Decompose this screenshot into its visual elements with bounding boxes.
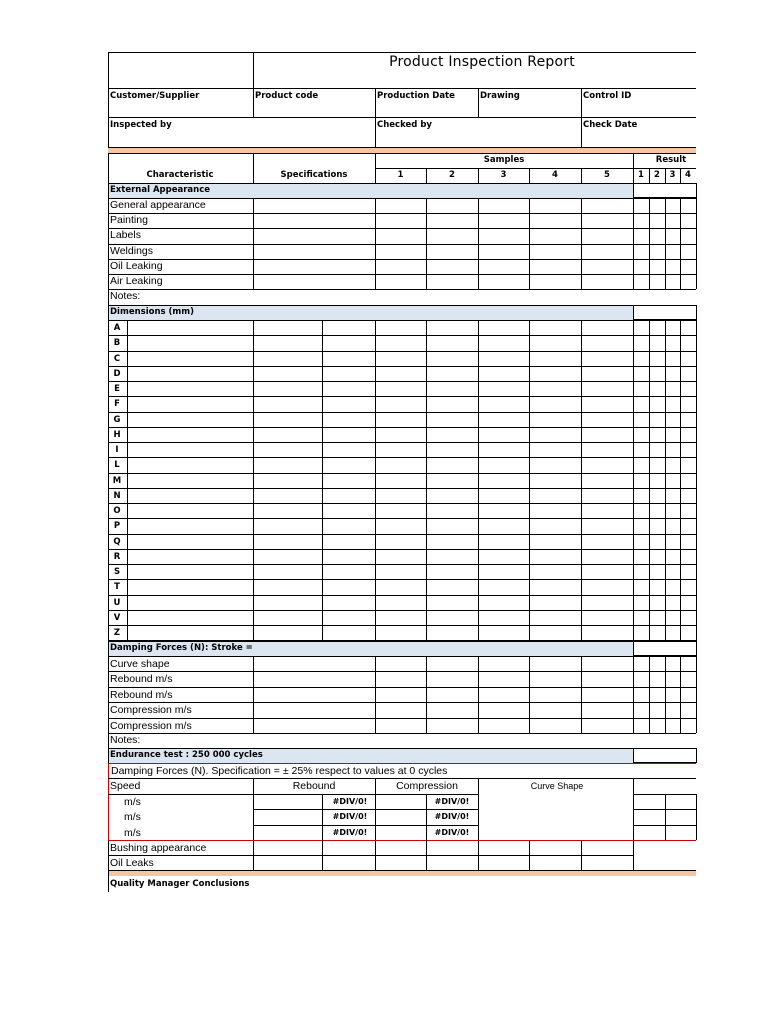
product-code-label: Product code	[255, 91, 319, 101]
grid-line	[108, 595, 696, 596]
grid-line	[665, 320, 666, 641]
grid-line	[649, 656, 650, 733]
compression-div-error-0: #DIV/0!	[434, 797, 470, 806]
grid-line	[108, 228, 696, 229]
grid-line	[633, 183, 634, 198]
grid-line	[108, 733, 696, 734]
dimension-letter-T: T	[114, 582, 120, 593]
grid-line	[108, 457, 696, 458]
grid-line	[253, 809, 478, 810]
grid-line	[108, 702, 696, 703]
grid-line	[633, 840, 634, 870]
external-notes: Notes:	[110, 290, 141, 303]
external-item-2: Labels	[110, 229, 141, 242]
sample-number-2: 2	[449, 170, 455, 180]
grid-line	[665, 794, 666, 840]
compression-div-error-2: #DIV/0!	[434, 827, 470, 837]
grid-line	[529, 320, 530, 641]
dimensions-heading: Dimensions (mm)	[110, 307, 195, 317]
dimension-letter-P: P	[113, 521, 121, 532]
rebound-div-error-0: #DIV/0!	[332, 797, 368, 806]
dimension-letter-S: S	[113, 567, 121, 577]
grid-line	[108, 351, 696, 352]
grid-line	[478, 656, 479, 733]
grid-line	[108, 534, 696, 535]
grid-line	[108, 412, 696, 413]
dimension-letter-V: V	[113, 612, 121, 623]
grid-line	[108, 610, 696, 611]
grid-line	[581, 840, 582, 870]
grid-line	[478, 88, 479, 117]
grid-line	[426, 656, 427, 733]
grid-line	[108, 855, 633, 856]
grid-line	[649, 320, 650, 641]
grid-line	[322, 320, 323, 641]
curve-shape-label: Curve Shape	[530, 781, 584, 791]
grid-line	[680, 198, 681, 289]
grid-line	[478, 778, 479, 870]
grid-line	[478, 168, 479, 183]
oil-leaks-label: Oil Leaks	[110, 857, 154, 869]
samples-header: Samples	[483, 155, 525, 165]
grid-line	[108, 289, 696, 290]
external-item-5: Air Leaking	[110, 275, 163, 287]
sample-number-4: 4	[552, 170, 558, 180]
grid-line	[108, 427, 696, 428]
rebound-label: Rebound	[292, 780, 336, 792]
dimension-letter-U: U	[113, 597, 121, 608]
grid-line	[108, 335, 696, 336]
grid-line	[108, 305, 696, 306]
grid-line	[108, 840, 696, 841]
grid-line	[581, 168, 582, 183]
grid-line	[696, 748, 697, 763]
grid-line	[108, 52, 696, 53]
characteristic-header: Characteristic	[146, 170, 214, 180]
grid-line	[108, 488, 696, 489]
grid-line	[633, 153, 634, 183]
grid-line	[529, 168, 530, 183]
grid-line	[108, 641, 696, 642]
grid-line	[108, 763, 696, 764]
dimension-letter-A: A	[113, 323, 121, 333]
grid-line	[108, 213, 696, 214]
speed-unit-1: m/s	[124, 811, 141, 824]
external-item-4: Oil Leaking	[110, 259, 163, 272]
grid-line	[108, 763, 109, 840]
inspected-by-label: Inspected by	[110, 120, 172, 130]
grid-line	[322, 840, 323, 870]
grid-line	[426, 168, 427, 183]
grid-line	[108, 656, 696, 657]
external-item-3: Weldings	[110, 244, 153, 257]
dimension-letter-F: F	[114, 399, 120, 410]
report-title: Product Inspection Report	[389, 54, 575, 70]
dimension-letter-G: G	[113, 414, 121, 425]
result-number-1: 1	[638, 170, 644, 180]
grid-line	[108, 473, 696, 474]
grid-line	[108, 579, 696, 580]
grid-line	[426, 320, 427, 641]
grid-line	[696, 656, 697, 733]
grid-line	[696, 641, 697, 656]
compression-label: Compression	[396, 780, 458, 792]
dimension-letter-Z: Z	[113, 628, 121, 638]
grid-line	[253, 320, 254, 641]
result-header: Result	[655, 155, 687, 165]
damping-item-1: Rebound m/s	[110, 673, 173, 686]
grid-line	[108, 748, 696, 749]
dimension-letter-N: N	[113, 490, 121, 501]
dimension-letter-H: H	[113, 429, 121, 440]
dimension-letter-C: C	[113, 353, 121, 364]
grid-line	[108, 320, 696, 321]
grid-line	[633, 183, 696, 184]
grid-line	[633, 320, 634, 641]
grid-line	[426, 840, 427, 870]
grid-line	[108, 274, 696, 275]
result-number-2: 2	[654, 170, 660, 180]
grid-line	[253, 656, 254, 733]
grid-line	[478, 320, 479, 641]
dimension-letter-Q: Q	[113, 536, 121, 547]
rebound-div-error-2: #DIV/0!	[332, 827, 368, 837]
grid-line	[649, 198, 650, 289]
grid-line	[108, 687, 696, 688]
grid-line	[581, 88, 582, 147]
specifications-header: Specifications	[280, 170, 348, 180]
check-date-label: Check Date	[583, 120, 638, 130]
damping-item-3: Compression m/s	[110, 704, 192, 717]
grid-line	[375, 656, 376, 733]
grid-line	[375, 198, 376, 289]
customer-supplier-label: Customer/Supplier	[110, 91, 200, 101]
speed-label: Speed	[110, 780, 141, 792]
grid-line	[108, 549, 696, 550]
sample-number-1: 1	[397, 170, 404, 180]
grid-line	[108, 503, 696, 504]
dimension-letter-E: E	[114, 384, 120, 394]
dimension-letter-R: R	[113, 551, 121, 562]
grid-line	[108, 117, 696, 118]
speed-unit-0: m/s	[124, 796, 141, 808]
grid-line	[253, 52, 254, 117]
quality-manager-conclusions: Quality Manager Conclusions	[110, 879, 250, 889]
compression-div-error-1: #DIV/0!	[434, 812, 470, 822]
grid-line	[108, 244, 696, 245]
grid-line	[108, 625, 696, 626]
grid-line	[108, 153, 696, 154]
grid-line	[581, 198, 582, 289]
grid-line	[426, 198, 427, 289]
grid-line	[680, 320, 681, 641]
grid-line	[108, 381, 696, 382]
grid-line	[108, 794, 478, 795]
dimension-letter-D: D	[113, 368, 121, 379]
grid-line	[127, 320, 128, 641]
grid-line	[108, 870, 696, 871]
damping-notes: Notes:	[110, 734, 141, 746]
grid-line	[633, 198, 634, 289]
grid-line	[375, 320, 376, 641]
grid-line	[581, 656, 582, 733]
grid-line	[680, 656, 681, 733]
grid-line	[108, 88, 696, 89]
grid-line	[322, 794, 323, 840]
grid-line	[108, 442, 696, 443]
drawing-label: Drawing	[480, 91, 520, 101]
grid-line	[108, 52, 109, 147]
grid-line	[633, 748, 634, 763]
grid-line	[696, 198, 697, 289]
grid-line	[375, 88, 376, 147]
grid-line	[253, 825, 478, 826]
dimension-letter-M: M	[112, 475, 122, 486]
grid-line	[633, 305, 696, 306]
grid-line	[529, 198, 530, 289]
grid-line	[108, 671, 696, 672]
sample-number-5: 5	[604, 170, 610, 180]
sample-number-3: 3	[500, 170, 507, 180]
grid-line	[253, 198, 254, 289]
grid-line	[633, 748, 696, 749]
speed-unit-2: m/s	[124, 826, 141, 839]
grid-line	[108, 259, 696, 260]
result-number-3: 3	[669, 170, 676, 180]
grid-line	[665, 168, 666, 183]
checked-by-label: Checked by	[377, 120, 432, 130]
dimension-letter-I: I	[115, 445, 119, 455]
grid-line	[108, 183, 696, 184]
grid-line	[375, 153, 376, 183]
external-item-1: Painting	[110, 214, 148, 227]
grid-line	[375, 168, 696, 169]
grid-line	[108, 778, 696, 779]
grid-line	[696, 183, 697, 198]
grid-line	[649, 168, 650, 183]
grid-line	[633, 641, 634, 656]
bushing-appearance-label: Bushing appearance	[110, 842, 207, 854]
grid-line	[665, 656, 666, 733]
grid-line	[108, 147, 696, 148]
grid-line	[633, 656, 634, 733]
grid-line	[529, 656, 530, 733]
grid-line	[108, 396, 696, 397]
damping-item-2: Rebound m/s	[110, 688, 173, 701]
grid-line	[529, 840, 530, 870]
damping-item-4: Compression m/s	[110, 719, 192, 732]
grid-line	[108, 718, 696, 719]
external-appearance-heading: External Appearance	[110, 185, 210, 195]
dimension-letter-B: B	[113, 338, 121, 349]
grid-line	[696, 320, 697, 641]
grid-line	[108, 564, 696, 565]
result-number-4: 4	[685, 170, 691, 180]
grid-line	[478, 198, 479, 289]
grid-line	[696, 305, 697, 320]
damping-forces-heading: Damping Forces (N): Stroke =	[110, 643, 253, 653]
grid-line	[581, 320, 582, 641]
grid-line	[633, 825, 696, 826]
dimension-letter-L: L	[114, 460, 120, 471]
grid-line	[696, 794, 697, 840]
endurance-spec-note: Damping Forces (N). Specification = ± 25% respect to values at 0 cycles	[111, 765, 448, 777]
production-date-label: Production Date	[377, 91, 455, 101]
endurance-test-heading: Endurance test : 250 000 cycles	[110, 750, 263, 760]
grid-line	[633, 809, 696, 810]
grid-line	[108, 366, 696, 367]
grid-line	[633, 305, 634, 320]
grid-line	[426, 794, 427, 840]
grid-line	[253, 153, 254, 183]
rebound-div-error-1: #DIV/0!	[332, 812, 368, 822]
grid-line	[108, 518, 696, 519]
grid-line	[665, 198, 666, 289]
control-id-label: Control ID	[583, 91, 632, 101]
damping-item-0: Curve shape	[110, 658, 170, 670]
grid-line	[633, 641, 696, 642]
external-item-0: General appearance	[110, 199, 206, 211]
dimension-letter-O: O	[113, 506, 121, 516]
grid-line	[680, 168, 681, 183]
